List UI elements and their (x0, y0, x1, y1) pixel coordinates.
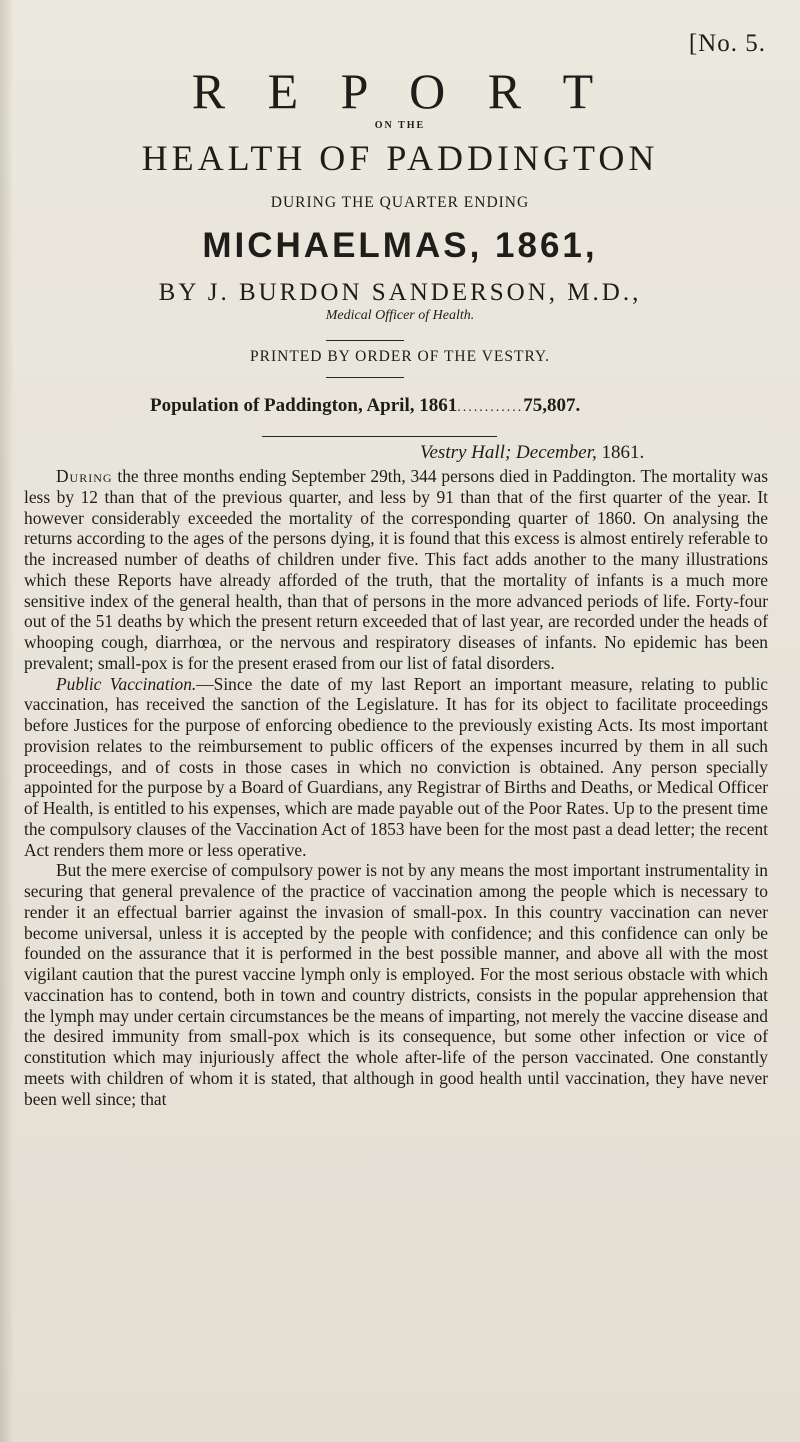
author-title: Medical Officer of Health. (325, 308, 475, 323)
report-heading: R E P O R T (191, 63, 609, 119)
report-number: [No. 5. (688, 30, 766, 57)
paragraph (24, 674, 768, 861)
page-edge-shadow (0, 0, 14, 1442)
dateline-place: Vestry Hall; December, (420, 442, 597, 463)
paragraph-text: the three months ending September 29th, 344 persons died in Paddington. The mortality was less by 12 than that of the previous quarter, and less by 91 than that of the first quarter of the year. It however considerably exceeded the mortality of the corresponding quarter of 1860. On analysing the returns according to the ages of the persons dying, it is found that this excess is almost entirely referable to the increased number of deaths of children under five. This fact adds another to the many illustrations which these Reports have already afforded of the truth, that the mortality of infants is a much more sensitive index of the general health, than that of persons in the more advanced periods of life. Forty-four out of the 51 deaths by which the present return exceeded that of last year, are recorded under the heads of whooping cough, diarrhœa, or the nervous and respiratory diseases of infants. No epidemic has been prevalent; small-pox is for the present erased from our list of fatal disorders. (24, 466, 768, 673)
report-body (24, 466, 768, 1109)
dateline-year: 1861. (601, 442, 645, 463)
divider-rule (262, 436, 497, 437)
report-subject: HEALTH OF PADDINGTON (141, 138, 659, 178)
leader-dots: ............ (457, 400, 524, 415)
population-label: Population of Paddington, April, 1861 (150, 395, 458, 416)
on-the-label: ON THE (374, 120, 426, 131)
paragraph-text: —Since the date of my last Report an important measure, relating to public vaccination, has received the sanction of the Legislature. It has for its object to facilitate proceedings before Justices for the purpose of enforcing obedience to the previously existing Acts. Its most important provision relates to the reimbursement to public officers of the expenses incurred by them in all such proceedings, and of costs in those cases in which no conviction is obtained. Any person specially appointed for the purpose by a Board of Guardians, any Registrar of Births and Deaths, or Medical Officer of Health, is entitled to his expenses, which are made payable out of the Poor Rates. Up to the present time the compulsory clauses of the Vaccination Act of 1853 have been for the most past a dead letter; the recent Act renders them more or less operative. (24, 673, 768, 860)
quarter-name: MICHAELMAS, 1861, (202, 226, 598, 265)
population-line (150, 395, 750, 417)
library-stamp-mark (0, 0, 204, 54)
printed-by-line: PRINTED BY ORDER OF THE VESTRY. (250, 348, 550, 365)
paragraph-lead: During (56, 466, 113, 486)
paragraph (24, 860, 768, 1109)
dateline (420, 442, 644, 464)
divider-rule (326, 340, 404, 341)
divider-rule (326, 377, 404, 378)
section-heading: Public Vaccination. (56, 673, 197, 694)
quarter-ending-label: DURING THE QUARTER ENDING (270, 194, 530, 211)
paragraph (24, 466, 768, 674)
paragraph-text: But the mere exercise of compulsory power is not by any means the most important instrumentality in securing that general prevalence of the practice of vaccination among the people which is necessary to render it an effectual barrier against the invasion of small-pox. In this country vaccination can never become universal, unless it is accepted by the people with confidence; and this confidence can only be founded on the assurance that it is performed in the best possible manner, and above all with the most vigilant caution that the purest vaccine lymph only is employed. For the most serious obstacle with which vaccination has to contend, both in town and country districts, consists in the popular apprehension that the lymph may under certain circumstances be the means of imparting, not merely the vaccine disease and the desired immunity from small-pox which is its consequence, but some other infection or vice of constitution which may injuriously affect the whole after-life of the person vaccinated. One constantly meets with children of whom it is stated, that although in good health until vaccination, they have never been well since; that (24, 860, 768, 1109)
population-value: 75,807. (523, 395, 581, 416)
author-line: BY J. BURDON SANDERSON, M.D., (158, 279, 642, 306)
